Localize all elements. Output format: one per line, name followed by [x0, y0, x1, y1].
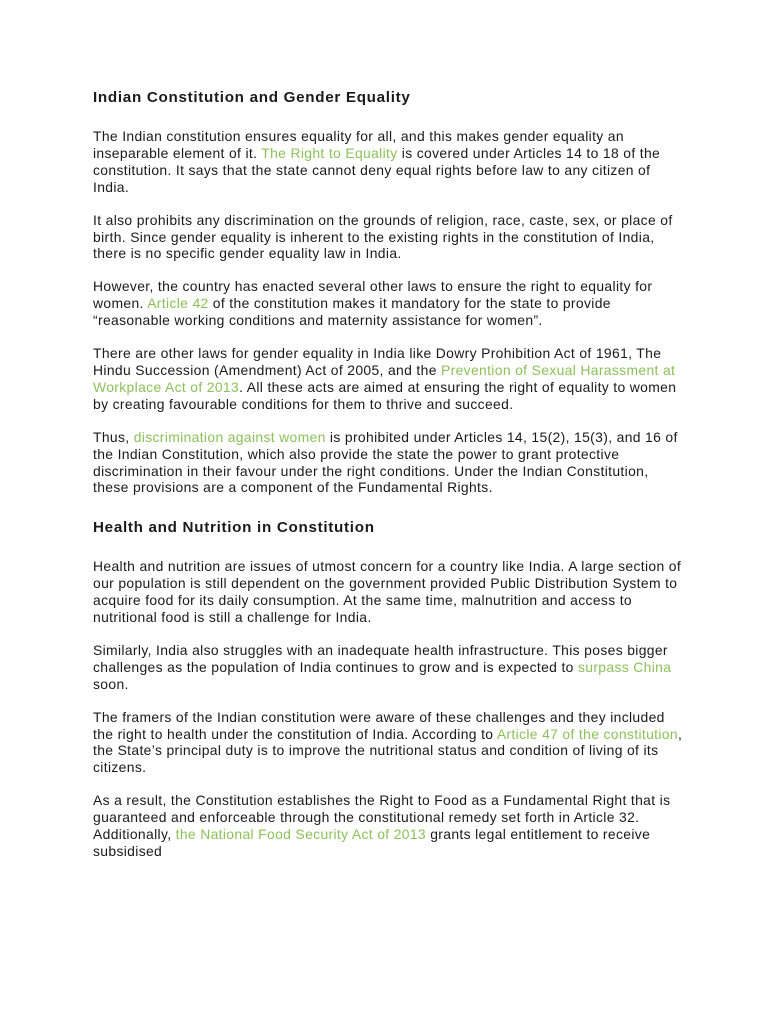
section-heading-gender-equality: Indian Constitution and Gender Equality — [93, 89, 411, 106]
link-discrimination-against-women[interactable]: discrimination against women — [133, 428, 326, 445]
paragraph — [93, 212, 683, 263]
text-run: , the State’s principal duty is to improve the nutritional status and condition of living of its citizens. — [93, 725, 683, 776]
paragraph — [93, 278, 683, 329]
text-run: is prohibited under Articles 14, 15(2), 15(3), and 16 of the Indian Constitution, which also provide the state the power to grant protective discrimination in their favour under the right conditions. Under the Indian Constitution, these provisions are a component of the Fundamental Rights. — [93, 428, 678, 496]
text-run: soon. — [93, 675, 129, 692]
text-run: Health and nutrition are issues of utmost concern for a country like India. A large section of our population is still dependent on the government provided Public Distribution System to acquire food for its daily consumption. At the same time, malnutrition and access to nutritional food is still a challenge for India. — [93, 558, 682, 626]
paragraph — [93, 558, 683, 626]
text-run: Similarly, India also struggles with an inadequate health infrastructure. This poses bigger challenges as the population of India continues to grow and is expected to — [93, 641, 668, 675]
text-run: There are other laws for gender equality in India like Dowry Prohibition Act of 1961, The Hindu Succession (Amendment) Act of 2005, and the — [93, 345, 662, 378]
paragraph — [93, 709, 683, 777]
link-national-food-security-act[interactable]: the National Food Security Act of 2013 — [175, 826, 426, 843]
link-article-47[interactable]: Article 47 of the constitution — [496, 725, 678, 742]
link-posh-act-2013[interactable]: Prevention of Sexual Harassment at Workplace Act of 2013 — [93, 361, 676, 395]
text-run: It also prohibits any discrimination on the grounds of religion, race, caste, sex, or place of birth. Since gender equality is inherent to the existing rights in the constitution of India, there is no specific gender equality law in India. — [93, 211, 673, 262]
text-run: . All these acts are aimed at ensuring the right of equality to women by creating favourable conditions for them to thrive and succeed. — [93, 378, 677, 412]
text-run: The framers of the Indian constitution were aware of these challenges and they included the right to health under the constitution of India. According to — [93, 708, 665, 742]
link-right-to-equality[interactable]: The Right to Equality — [261, 144, 398, 161]
text-run: of the constitution makes it mandatory for the state to provide “reasonable working conditions and maternity assistance for women”. — [93, 295, 611, 329]
text-run: However, the country has enacted several other laws to ensure the right to equality for women. — [93, 278, 653, 312]
link-article-42[interactable]: Article 42 — [147, 295, 209, 312]
document-page — [93, 88, 683, 876]
text-run: is covered under Articles 14 to 18 of the constitution. It says that the state cannot deny equal rights before law to any citizen of India. — [93, 144, 661, 195]
section-heading-health-nutrition: Health and Nutrition in Constitution — [93, 519, 375, 537]
paragraph — [93, 642, 683, 693]
text-run: As a result, the Constitution establishes the Right to Food as a Fundamental Right that is guaranteed and enforceable through the constitutional remedy set forth in Article 32. Additionally, — [93, 792, 671, 843]
paragraph — [93, 429, 683, 497]
link-surpass-china[interactable]: surpass China — [577, 658, 672, 675]
paragraph — [93, 345, 683, 413]
text-run: Thus, — [93, 428, 134, 445]
paragraph — [93, 792, 683, 860]
text-run: grants legal entitlement to receive subsidised — [93, 826, 651, 859]
paragraph — [93, 128, 683, 196]
text-run: The Indian constitution ensures equality for all, and this makes gender equality an inseparable element of it. — [93, 128, 624, 161]
